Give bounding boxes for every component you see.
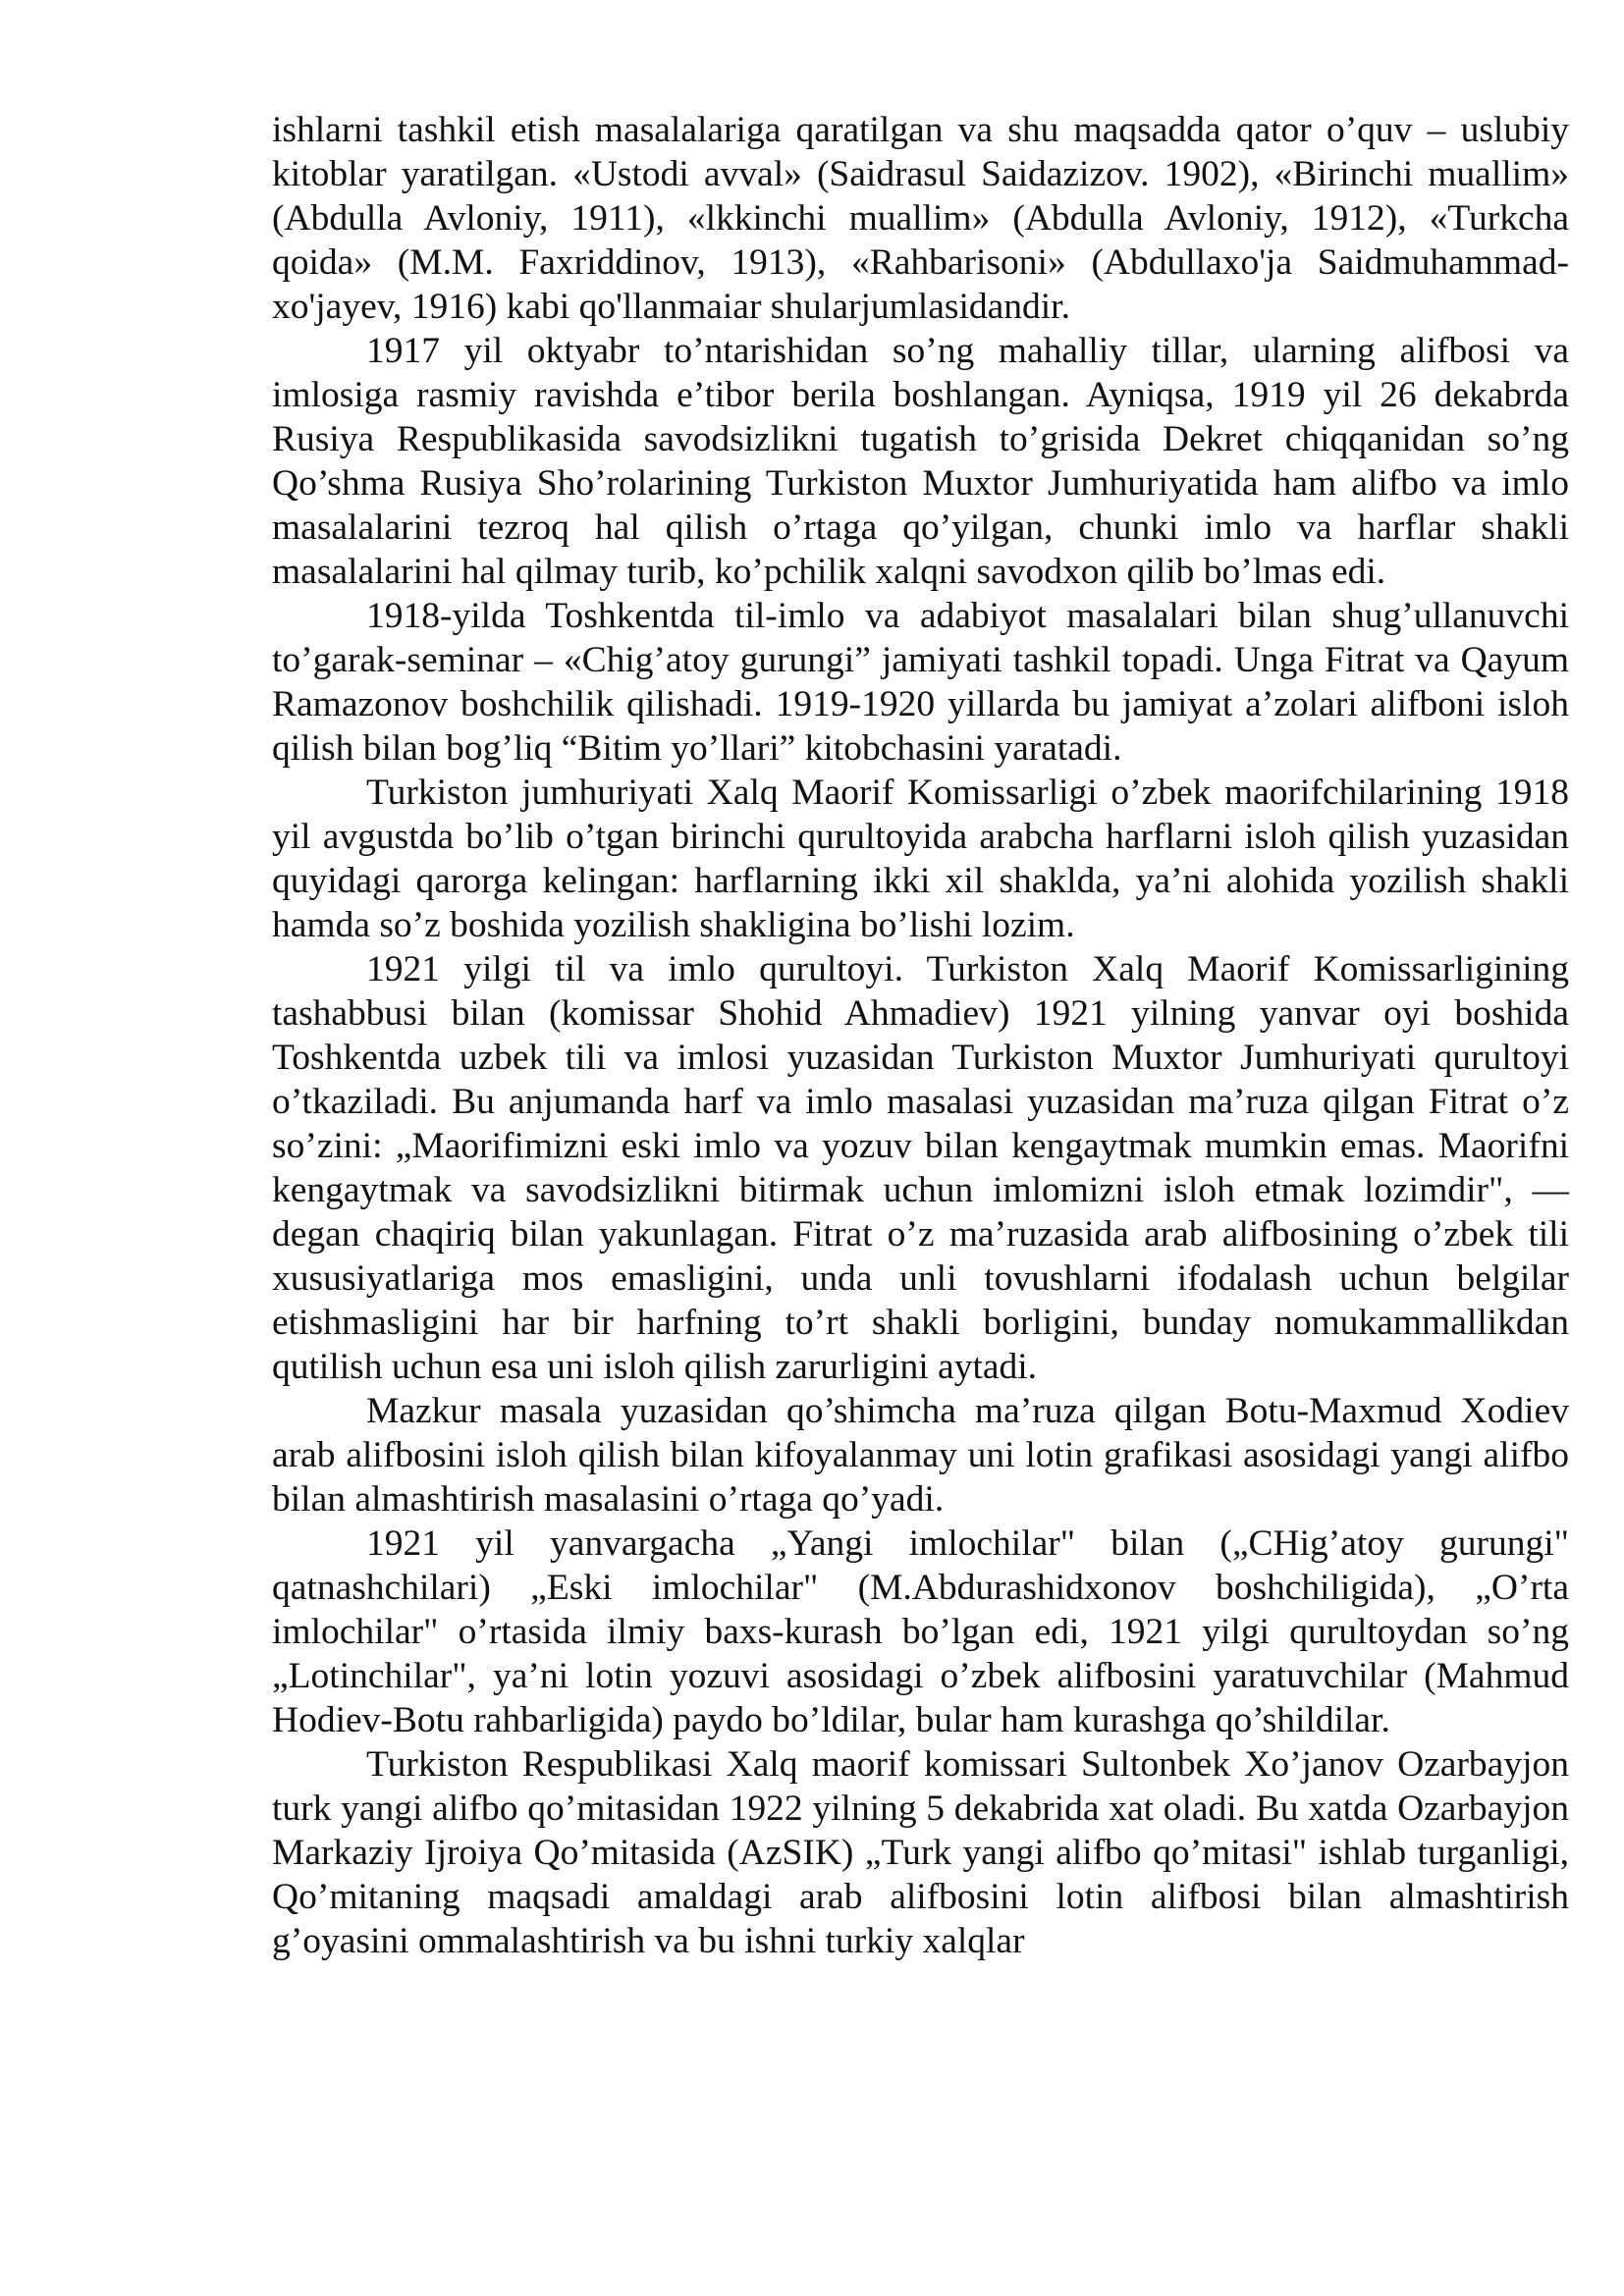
paragraph-chigatoy-gurungi: 1918-yilda Toshkentda til-imlo va adabiyot masalalari bilan shug’ullanuvchi to’garak-seminar – «Chig’atoy gurungi” jamiyati tashkil topadi. Unga Fitrat va Qayum Ramazonov boshchilik qilishadi. 1919-1920 yillarda bu jamiyat a’zolari alifboni isloh qilish bilan bog’liq “Bitim yo’llari” kitobchasini yaratadi.	[272, 596, 1569, 769]
paragraph-textbooks-list: ishlarni tashkil etish masalalariga qaratilgan va shu maqsadda qator o’quv – uslubiy kitoblar yaratilgan. «Ustodi avval» (Saidrasul Saidazizov. 1902), «Birinchi muallim» (Abdulla Avloniy, 1911), «lkkinchi muallim» (Abdulla Avloniy, 1912), «Turkcha qoida» (M.M. Faxriddinov, 1913), «Rahbarisoni» (Abdullaxo'ja Saidmuhammad-xo'jayev, 1916) kabi qo'llanmaiar shularjumlasidandir.	[272, 110, 1569, 327]
paragraph-botu-report: Mazkur masala yuzasidan qo’shimcha ma’ruza qilgan Botu-Maxmud Xodiev arab alifbosini isloh qilish bilan kifoyalanmay uni lotin grafikasi asosidagi yangi alifbo bilan almashtirish masalasini o’rtaga qo’yadi.	[272, 1391, 1569, 1520]
paragraph-1918-congress: Turkiston jumhuriyati Xalq Maorif Komissarligi o’zbek maorifchilarining 1918 yil avgustda bo’lib o’tgan birinchi qurultoyida arabcha harflarni isloh qilish yuzasidan quyidagi qarorga kelingan: harflarning ikki xil shaklda, ya’ni alohida yozilish shakli hamda so’z boshida yozilish shakligina bo’lishi lozim.	[272, 773, 1569, 945]
paragraph-azerbaijan-letter: Turkiston Respublikasi Xalq maorif komissari Sultonbek Xo’janov Ozarbayjon turk yangi alifbo qo’mitasidan 1922 yilning 5 dekabrida xat oladi. Bu xatda Ozarbayjon Markaziy Ijroiya Qo’mitasida (AzSIK) „Turk yangi alifbo qo’mitasi" ishlab turganligi, Qo’mitaning maqsadi amaldagi arab alifbosini lotin alifbosi bilan almashtirish g’oyasini ommalashtirish va bu ishni turkiy xalqlar	[272, 1744, 1569, 1961]
document-page	[272, 108, 1569, 1963]
paragraph-1917-revolution: 1917 yil oktyabr to’ntarishidan so’ng mahalliy tillar, ularning alifbosi va imlosiga rasmiy ravishda e’tibor berila boshlangan. Ayniqsa, 1919 yil 26 dekabrda Rusiya Respublikasida savodsizlikni tugatish to’grisida Dekret chiqqanidan so’ng Qo’shma Rusiya Sho’rolarining Turkiston Muxtor Jumhuriyatida ham alifbo va imlo masalalarini tezroq hal qilish o’rtaga qo’yilgan, chunki imlo va harflar shakli masalalarini hal qilmay turib, ko’pchilik xalqni savodxon qilib bo’lmas edi.	[272, 331, 1569, 592]
paragraph-imlochilar: 1921 yil yanvargacha „Yangi imlochilar" bilan („CHig’atoy gurungi" qatnashchilari) „Eski imlochilar" (M.Abdurashidxonov boshchiligida), „O’rta imlochilar" o’rtasida ilmiy baxs-kurash bo’lgan edi, 1921 yilgi qurultoydan so’ng „Lotinchilar", ya’ni lotin yozuvi asosidagi o’zbek alifbosini yaratuvchilar (Mahmud Hodiev-Botu rahbarligida) paydo bo’ldilar, bular ham kurashga qo’shildilar.	[272, 1523, 1569, 1740]
paragraph-1921-congress: 1921 yilgi til va imlo qurultoyi. Turkiston Xalq Maorif Komissarligining tashabbusi bilan (komissar Shohid Ahmadiev) 1921 yilning yanvar oyi boshida Toshkentda uzbek tili va imlosi yuzasidan Turkiston Muxtor Jumhuriyati qurultoyi o’tkaziladi. Bu anjumanda harf va imlo masalasi yuzasidan ma’ruza qilgan Fitrat o’z so’zini: „Maorifimizni eski imlo va yozuv bilan kengaytmak mumkin emas. Maorifni kengaytmak va savodsizlikni bitirmak uchun imlomizni isloh etmak lozimdir", — degan chaqiriq bilan yakunlagan. Fitrat o’z ma’ruzasida arab alifbosining o’zbek tili xususiyatlariga mos emasligini, unda unli tovushlarni ifodalash uchun belgilar etishmasligini har bir harfning to’rt shakli borligini, bunday nomukammallikdan qutilish uchun esa uni isloh qilish zarurligini aytadi.	[272, 949, 1569, 1387]
